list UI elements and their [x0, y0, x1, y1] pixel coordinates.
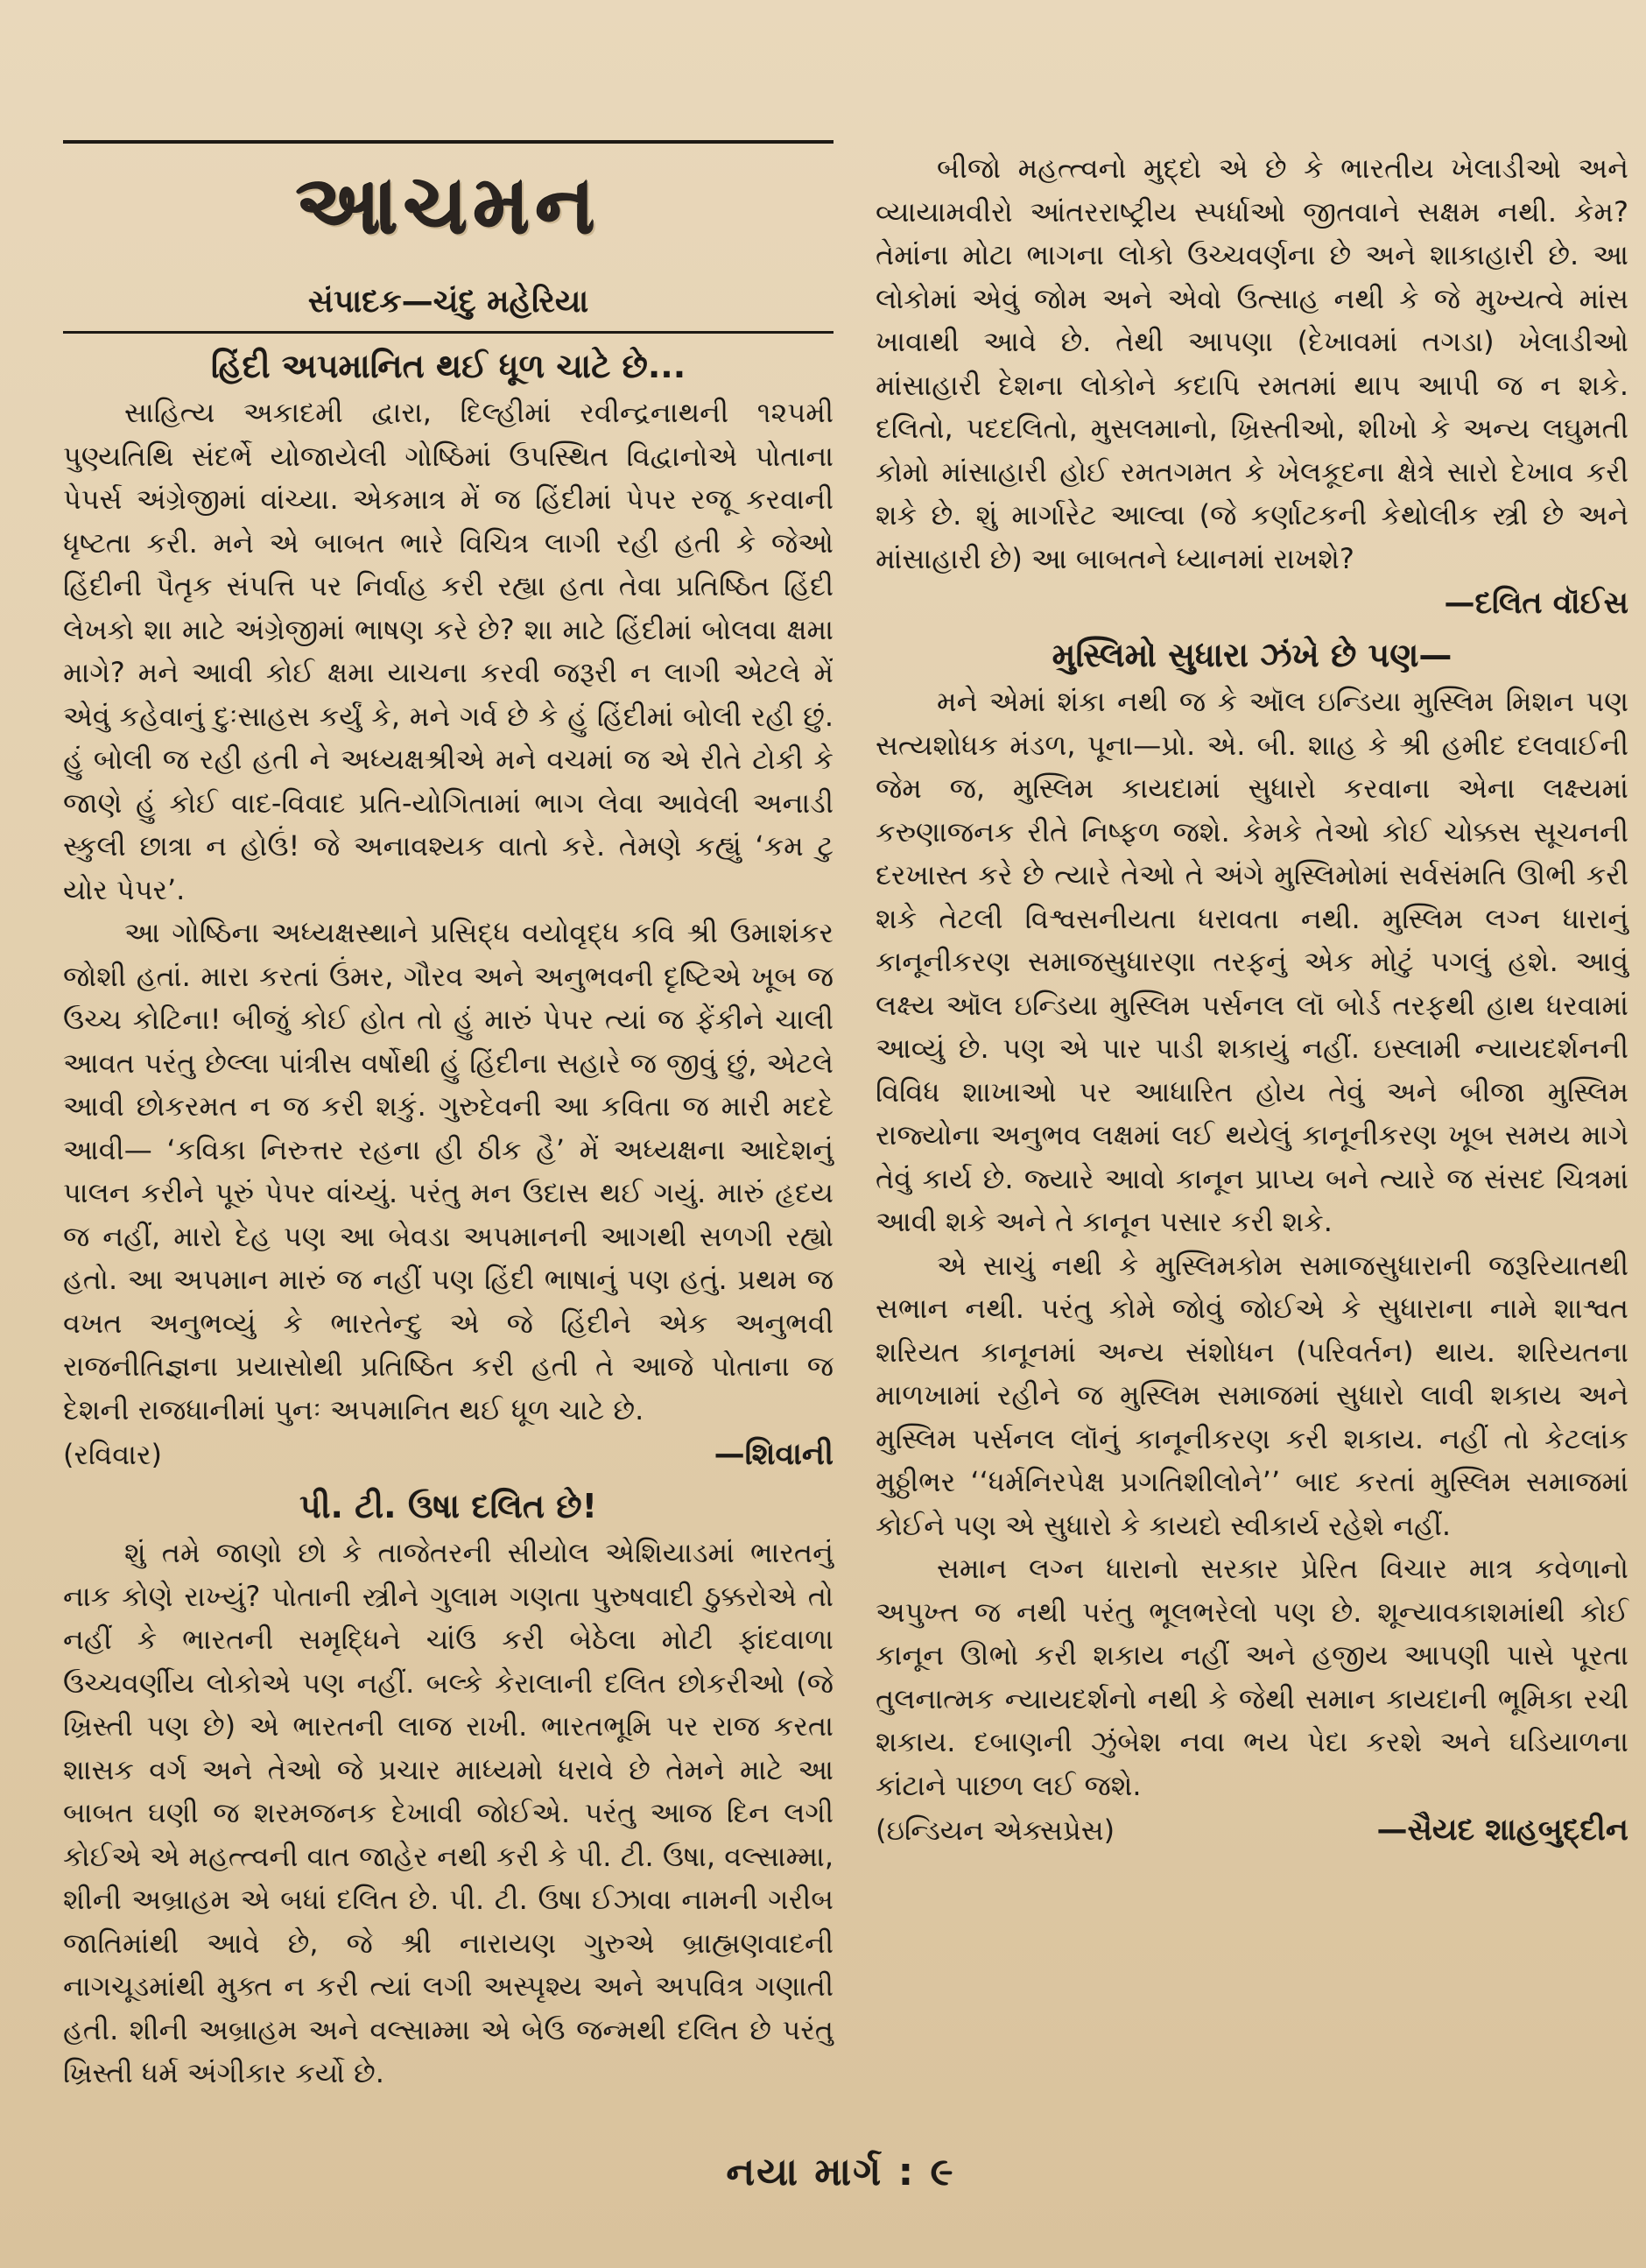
article-body-pt-usha-1: શું તમે જાણો છો કે તાજેતરની સીયોલ એશિયાડમાં ભારતનું નાક કોણે રાખ્યું? પોતાની સ્ત્રીને ગુલામ ગણતા પુરુષવાદી ઠુક્કરોએ તો નહીં કે ભારતની સમૃદ્ધિને ચાંઉ કરી બેઠેલા મોટી ફાંદવાળા ઉચ્ચવર્ણીય લોકોએ પણ નહીં. બલ્કે કેરાલાની દલિત છોકરીઓ (જે ખ્રિસ્તી પણ છે) એ ભારતની લાજ રાખી. ભારતભૂમિ પર રાજ કરતા શાસક વર્ગ અને તેઓ જે પ્રચાર માધ્યમો ધરાવે છે તેમને માટે આ બાબત ઘણી જ શરમજનક દેખાવી જોઈએ. પરંતુ આજ દિન લગી કોઈએ એ મહત્ત્વની વાત જાહેર નથી કરી કે પી. ટી. ઉષા, વલ્સામ્મા, શીની અબ્રાહમ એ બધાં દલિત છે. પી. ટી. ઉષા ઈઝાવા નામની ગરીબ જાતિમાંથી આવે છે, જે શ્રી નારાયણ ગુરુએ બ્રાહ્મણવાદની નાગચૂડમાંથી મુક્ત ન કરી ત્યાં લગી અસ્પૃશ્ય અને અપવિત્ર ગણાતી હતી. શીની અબ્રાહમ અને વલ્સામ્મા એ બેઉ જન્મથી દલિત છે પરંતુ ખ્રિસ્તી ધર્મ અંગીકાર કર્યો છે.	[63, 1536, 834, 2089]
article-source: (ઇન્ડિયન એક્સપ્રેસ)	[876, 1814, 1115, 1847]
article-signoff-hindi	[63, 1432, 834, 1477]
top-rule	[63, 140, 834, 144]
article-signature: —શિવાની	[714, 1437, 834, 1472]
article-body-muslims-2: એ સાચું નથી કે મુસ્લિમકોમ સમાજસુધારાની જરૂરિયાતથી સભાન નથી. પરંતુ કોમે જોવું જોઈએ કે સુધારાના નામે શાશ્વત શરિયત કાનૂનમાં અન્ય સંશોધન (પરિવર્તન) થાય. શરિયતના માળખામાં રહીને જ મુસ્લિમ સમાજમાં સુધારો લાવી શકાય અને મુસ્લિમ પર્સનલ લૉનું કાનૂનીકરણ કરી શકાય. નહીં તો કેટલાંક મુઠ્ઠીભર ‘‘ધર્મનિરપેક્ષ પ્રગતિશીલોને’’ બાદ કરતાં મુસ્લિમ સમાજમાં કોઈને પણ એ સુધારો કે કાયદો સ્વીકાર્ય રહેશે નહીં.	[876, 1248, 1628, 1542]
article-body-hindi-1: સાહિત્ય અકાદમી દ્વારા, દિલ્હીમાં રવીન્દ્રનાથની ૧૨૫મી પુણ્યતિથિ સંદર્ભે યોજાયેલી ગોષ્ઠિમાં ઉપસ્થિત વિદ્વાનોએ પોતાના પેપર્સ અંગ્રેજીમાં વાંચ્યા. એકમાત્ર મેં જ હિંદીમાં પેપર રજૂ કરવાની ધૃષ્ટતા કરી. મને એ બાબત ભારે વિચિત્ર લાગી રહી હતી કે જેઓ હિંદીની પૈતૃક સંપત્તિ પર નિર્વાહ કરી રહ્યા હતા તેવા પ્રતિષ્ઠિત હિંદી લેખકો શા માટે અંગ્રેજીમાં ભાષણ કરે છે? શા માટે હિંદીમાં બોલવા ક્ષમા માગે? મને આવી કોઈ ક્ષમા યાચના કરવી જરૂરી ન લાગી એટલે મેં એવું કહેવાનું દુઃસાહસ કર્યું કે, મને ગર્વ છે કે હું હિંદીમાં બોલી રહી છું. હું બોલી જ રહી હતી ને અધ્યક્ષશ્રીએ મને વચમાં જ એ રીતે ટોકી કે જાણે હું કોઈ વાદ-વિવાદ પ્રતિ-યોગિતામાં ભાગ લેવા આવેલી અનાડી સ્કુલી છાત્રા ન હોઉં! જે અનાવશ્યક વાતો કરે. તેમણે કહ્યું ‘કમ ટુ યોર પેપર’.	[63, 396, 834, 906]
article-body-hindi-2: આ ગોષ્ઠિના અધ્યક્ષસ્થાને પ્રસિદ્ધ વયોવૃદ્ધ કવિ શ્રી ઉમાશંકર જોશી હતાં. મારા કરતાં ઉંમર, ગૌરવ અને અનુભવની દૃષ્ટિએ ખૂબ જ ઉચ્ચ કોટિના! બીજું કોઈ હોત તો હું મારું પેપર ત્યાં જ ફેંકીને ચાલી આવત પરંતુ છેલ્લા પાંત્રીસ વર્ષોથી હું હિંદીના સહારે જ જીવું છું, એટલે આવી છોકરમત ન જ કરી શકું. ગુરુદેવની આ કવિતા જ મારી મદદે આવી— ‘કવિકા નિરુત્તર રહના હી ઠીક હૈ’ મેં અધ્યક્ષના આદેશનું પાલન કરીને પૂરું પેપર વાંચ્યું. પરંતુ મન ઉદાસ થઈ ગયું. મારું હૃદય જ નહીં, મારો દેહ પણ આ બેવડા અપમાનની આગથી સળગી રહ્યો હતો. આ અપમાન મારું જ નહીં પણ હિંદી ભાષાનું પણ હતું. પ્રથમ જ વખત અનુભવ્યું કે ભારતેન્દુ એ જે હિંદીને એક અનુભવી રાજનીતિજ્ઞના પ્રયાસોથી પ્રતિષ્ઠિત કરી હતી તે આજે પોતાના જ દેશની રાજધાનીમાં પુનઃ અપમાનિત થઈ ધૂળ ચાટે છે.	[63, 916, 834, 1426]
article-signoff-muslims	[876, 1807, 1628, 1853]
page-folio: નયા માર્ગ : ૯	[726, 2150, 955, 2194]
article-source: (રવિવાર)	[63, 1438, 163, 1471]
article-signature: —સૈયદ શાહબુદ્દીન	[1376, 1813, 1628, 1848]
article-body-muslims-3: સમાન લગ્ન ધારાનો સરકાર પ્રેરિત વિચાર માત્ર કવેળાનો અપુખ્ત જ નથી પરંતુ ભૂલભરેલો પણ છે. શૂન્યાવકાશમાંથી કોઈ કાનૂન ઊભો કરી શકાય નહીં અને હજીય આપણી પાસે પૂરતા તુલનાત્મક ન્યાયદર્શનો નથી કે જેથી સમાન કાયદાની ભૂમિકા રચી શકાય. દબાણની ઝુંબેશ નવા ભય પેદા કરશે અને ઘડિયાળના કાંટાને પાછળ લઈ જશે.	[876, 1552, 1628, 1802]
right-column	[876, 147, 1628, 1853]
article-heading-hindi: હિંદી અપમાનિત થઈ ધૂળ ચાટે છે...	[210, 347, 686, 385]
editor-line: સંપાદક—ચંદુ મહેરિયા	[307, 284, 589, 320]
editor-rule	[63, 331, 834, 334]
article-heading-muslims: મુસ્લિમો સુધારા ઝંખે છે પણ—	[1052, 636, 1453, 674]
article-heading-pt-usha: પી. ટી. ઉષા દલિત છે!	[299, 1487, 598, 1525]
article-body-pt-usha-2: બીજો મહત્ત્વનો મુદ્દો એ છે કે ભારતીય ખેલાડીઓ અને વ્યાયામવીરો આંતરરાષ્ટ્રીય સ્પર્ધાઓ જીતવાને સક્ષમ નથી. કેમ? તેમાંના મોટા ભાગના લોકો ઉચ્ચવર્ણના છે અને શાકાહારી છે. આ લોકોમાં એવું જોમ અને એવો ઉત્સાહ નથી કે જે મુખ્યત્વે માંસ ખાવાથી આવે છે. તેથી આપણા (દેખાવમાં તગડા) ખેલાડીઓ માંસાહારી દેશના લોકોને કદાપિ રમતમાં થાપ આપી જ ન શકે. દલિતો, પદદલિતો, મુસલમાનો, ખ્રિસ્તીઓ, શીખો કે અન્ય લઘુમતી કોમો માંસાહારી હોઈ રમતગમત કે ખેલકૂદના ક્ષેત્રે સારો દેખાવ કરી શકે છે. શું માર્ગારેટ આલ્વા (જે કર્ણાટકની કેથોલીક સ્ત્રી છે અને માંસાહારી છે) આ બાબતને ધ્યાનમાં રાખશે?	[876, 151, 1628, 575]
article-body-muslims-1: મને એમાં શંકા નથી જ કે ઑલ ઇન્ડિયા મુસ્લિમ મિશન પણ સત્યશોધક મંડળ, પૂના—પ્રો. એ. બી. શાહ કે શ્રી હમીદ દલવાઈની જેમ જ, મુસ્લિમ કાયદામાં સુધારો કરવાના એના લક્ષ્યમાં કરુણાજનક રીતે નિષ્ફળ જશે. કેમકે તેઓ કોઈ ચોક્કસ સૂચનની દરખાસ્ત કરે છે ત્યારે તેઓ તે અંગે મુસ્લિમોમાં સર્વસંમતિ ઊભી કરી શકે તેટલી વિશ્વસનીયતા ધરાવતા નથી. મુસ્લિમ લગ્ન ધારાનું કાનૂનીકરણ સમાજસુધારણા તરફનું એક મોટું પગલું હશે. આવું લક્ષ્ય ઑલ ઇન્ડિયા મુસ્લિમ પર્સનલ લૉ બોર્ડ તરફથી હાથ ધરવામાં આવ્યું છે. પણ એ પાર પાડી શકાયું નહીં. ઇસ્લામી ન્યાયદર્શનની વિવિધ શાખાઓ પર આધારિત હોય તેવું અને બીજા મુસ્લિમ રાજ્યોના અનુભવ લક્ષમાં લઈ થયેલું કાનૂનીકરણ ખૂબ સમય માગે તેવું કાર્ય છે. જ્યારે આવો કાનૂન પ્રાપ્ય બને ત્યારે જ સંસદ ચિત્રમાં આવી શકે અને તે કાનૂન પસાર કરી શકે.	[876, 685, 1628, 1238]
article-signature: —દલિત વૉઈસ	[1444, 586, 1628, 621]
left-column	[63, 140, 834, 2095]
column-masthead: આચમન	[295, 158, 601, 252]
